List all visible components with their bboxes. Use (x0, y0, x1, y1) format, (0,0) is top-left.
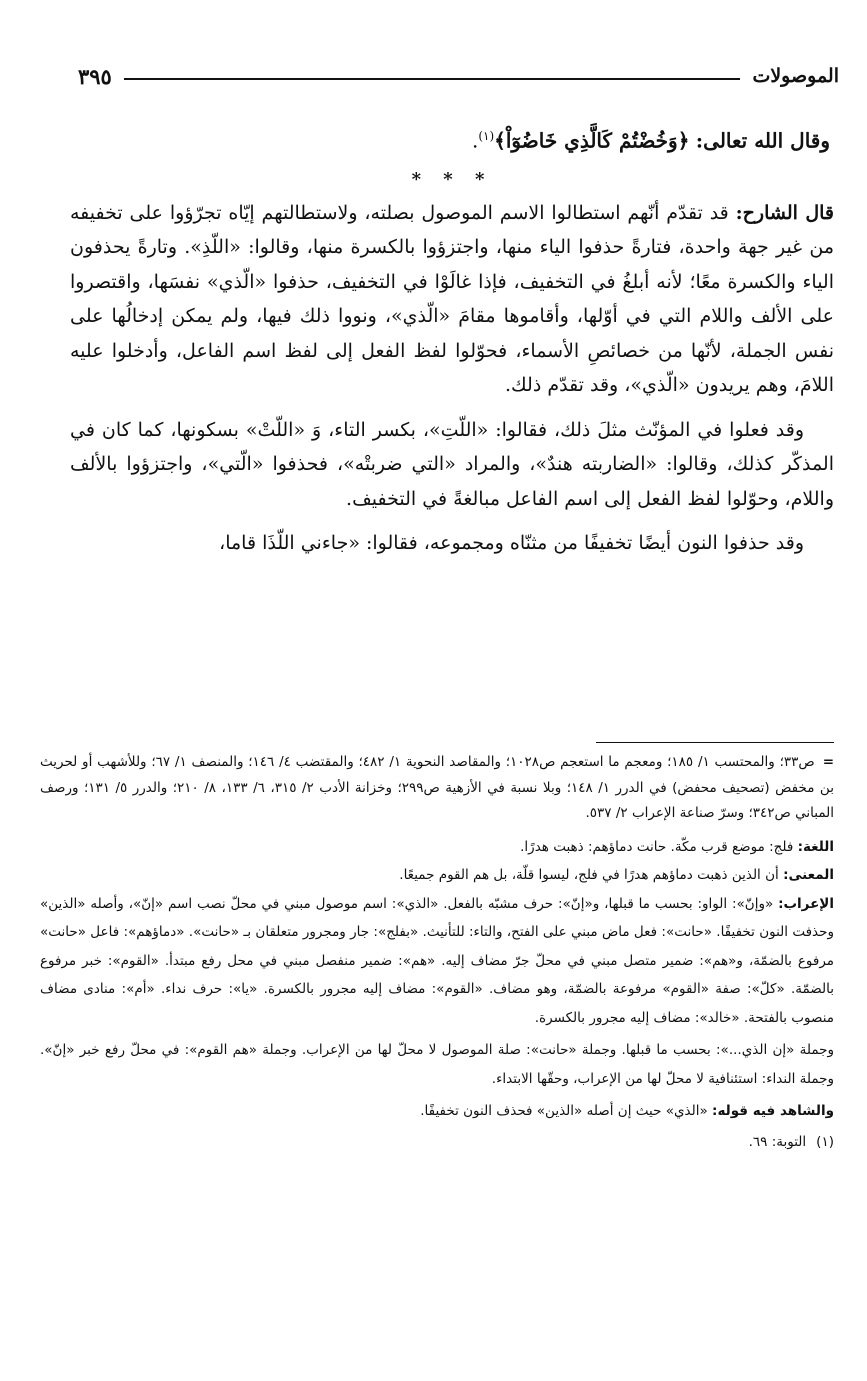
paragraph-dual (70, 526, 834, 561)
note-label-shahid: والشاهد فيه قوله: (712, 1103, 834, 1119)
footnote-number: (١) (816, 1133, 834, 1150)
note-label-irab: الإعراب: (778, 895, 834, 912)
commentary-paragraph (70, 196, 834, 403)
paragraph-feminine (70, 413, 834, 517)
note-text-shahid: «الذي» حيث إن أصله «الذين» فحذف النون تخفيفًا. (420, 1103, 713, 1119)
continuation-mark: = (822, 754, 835, 770)
note-label-maana: المعنى: (783, 867, 834, 883)
continuation-text: ص٣٣؛ والمحتسب ١/ ١٨٥؛ ومعجم ما استعجم ص١٠٢٨؛ والمقاصد النحوية ١/ ٤٨٢؛ والمقتضب ٤/ ١٤٦؛ والمنصف ١/ ٦٧؛ وللأشهب أو لحريث بن مخفض (تصحيف محفض) في الدرر ١/ ١٤٨؛ وبلا نسبة في الأزهية ص٢٩٩؛ وخزانة الأدب ٢/ ٣١٥، ٦/ ١٣٣، ٨/ ٢١٠؛ والدرر ٥/ ١٣١؛ ورصف المباني ص٣٤٢؛ وسرّ صناعة الإعراب ٢/ ٥٣٧. (40, 754, 834, 821)
note-jumal: وجملة «إن الذي...»: بحسب ما قبلها. وجملة «حانت»: صلة الموصول لا محلّ لها من الإعراب. وجملة «هم القوم»: في محلّ رفع خبر «إنّ». وجملة النداء: استئنافية لا محلّ لها من الإعراب، وحقّها الابتداء. (40, 1042, 834, 1087)
commentary-text: قد تقدّم أنّهم استطالوا الاسم الموصول بصلته، ولاستطالتهم إيّاه تجرّؤوا على تخفيفه من غير جهة واحدة، فتارةً حذفوا الياء منها، واجتزؤوا بالكسرة منها، وقالوا: «اللّذِ». وتارةً يحذفون الياء والكسرة معًا؛ لأنه أبلغُ في التخفيف، فإذا غالَوْا في التخفيف، حذفوا «الّذي» نفسَها، واقتصروا على الألف واللام التي في أوّلها، وأقاموها مقامَ «الّذي»، ونووا ذلك فيها، ولم يمكن إدخالُها على نفس الجملة، لأنّها من خصائصِ الأسماء، فحوّلوا لفظ الفعل إلى لفظ اسم الفاعل، وأدخلوا عليه اللامَ، وهم يريدون «الّذي»، وقد تقدّم ذلك. (70, 201, 834, 397)
page-header (78, 56, 839, 96)
note-label-lugha: اللغة: (797, 838, 834, 855)
note-text-irab: «وإنّ»: الواو: بحسب ما قبلها، و«إنّ»: حرف مشبّه بالفعل. «الذي»: اسم موصول مبني في محلّ نصب اسم «إنّ»، وأصله «الذين» وحذفت النون تخفيفًا. «حانت»: فعل ماض مبني على الفتح، والتاء: للتأنيث. «بفلج»: جار ومجرور متعلقان بـ «حانت». «دماؤهم»: فاعل «حانت» مرفوع بالضمّة، و«هم»: ضمير متصل مبني في محلّ جرّ مضاف إليه. «هم»: ضمير منفصل مبني في محل رفع مبتدأ. «القوم»: خبر مرفوع بالضمّة. «كلّ»: صفة «القوم» مرفوعة بالضمّة، وهو مضاف. «القوم»: مضاف إليه مجرور بالكسرة. «يا»: حرف نداء. «أم»: منادى مضاف منصوب بالفتحة. «خالد»: مضاف إليه مجرور بالكسرة. (40, 895, 834, 1026)
paragraph-text: وقد فعلوا في المؤنّث مثلَ ذلك، فقالوا: «اللّتِ»، بكسر التاء، وَ «اللّتْ» بسكونها، كما كان في المذكّر كذلك، وقالوا: «الضاربته هندٌ»، والمراد «التي ضربتْه»، فحذفوا «الّتي»، واجتزؤوا بالألف واللام، وحوّلوا لفظ الفعل إلى اسم الفاعل مبالغةً في التخفيف. (70, 418, 834, 510)
header-rule (124, 78, 741, 80)
verse-line (70, 118, 834, 159)
paragraph-text: وقد حذفوا النون أيضًا تخفيفًا من مثنّاه ومجموعه، فقالوا: «جاءني اللّذَا قاما، (219, 532, 804, 555)
note-irab (40, 890, 834, 1033)
quran-verse: ﴿وَخُضْتُمْ كَالَّذِي خَاضُوٓاْ﴾ (494, 128, 690, 153)
verse-end: . (471, 128, 479, 153)
footnote (40, 1128, 834, 1156)
note-text-maana: أن الذين ذهبت دماؤهم هدرًا في فلج، ليسوا قلّة، بل هم القوم جميعًا. (399, 867, 784, 883)
note-text-lugha: فلج: موضع قرب مكّة. حانت دماؤهم: ذهبت هدرًا. (520, 838, 798, 855)
note-continuation (40, 750, 834, 827)
notes-divider (596, 742, 834, 743)
commentary-lead: قال الشارح: (735, 201, 834, 224)
verse-intro: وقال الله تعالى: (695, 128, 830, 153)
note-maana (40, 861, 834, 890)
footnote-text: التوبة: ٦٩. (748, 1133, 807, 1150)
main-text (70, 118, 834, 571)
notes-section (40, 750, 834, 1156)
note-shahid (40, 1097, 834, 1126)
running-title: الموصولات (752, 65, 839, 87)
page-number: ٣٩٥ (78, 63, 112, 89)
note-lugha (40, 833, 834, 862)
section-separator: * * * (411, 168, 493, 190)
footnote-reference: (١) (478, 129, 495, 143)
